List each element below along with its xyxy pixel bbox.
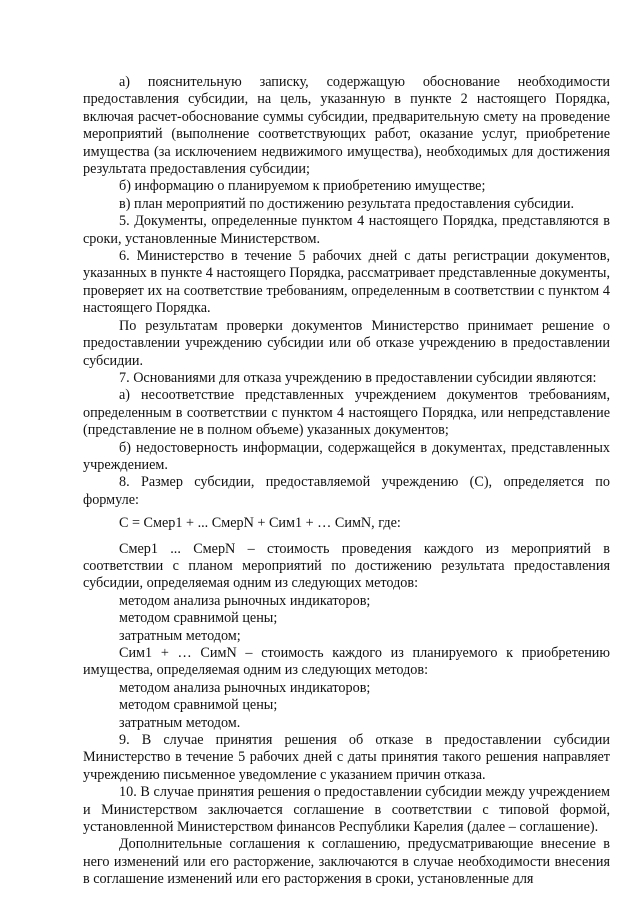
paragraph-7b: б) недостоверность информации, содержащейся в документах, представленных учреждением. xyxy=(83,439,610,473)
paragraph-b: б) информацию о планируемом к приобретению имуществе; xyxy=(119,178,486,195)
paragraph-6-results: По результатам проверки документов Министерство принимает решение о предоставлении учреждению субсидии или об отказе учреждению в предоставлении субсидии. xyxy=(83,317,610,369)
sim-definition: Сим1 + … СимN – стоимость каждого из планируемого к приобретению имущества, определяемая одним из следующих методов: xyxy=(83,645,610,679)
method-item: затратным методом; xyxy=(119,627,241,644)
document-page xyxy=(83,74,610,889)
method-item: затратным методом. xyxy=(119,714,241,731)
paragraph-9: 9. В случае принятия решения об отказе в предоставлении субсидии Министерство в течение 5 рабочих дней с даты принятия такого решения направляет учреждению письменное уведомление с указанием причин отказа. xyxy=(83,732,610,783)
paragraph-v: в) план мероприятий по достижению результата предоставления субсидии. xyxy=(119,195,575,212)
paragraph-5: 5. Документы, определенные пунктом 4 настоящего Порядка, представляются в сроки, установленные Министерством. xyxy=(83,213,610,247)
paragraph-10: 10. В случае принятия решения о предоставлении субсидии между учреждением и Министерством заключается соглашение в соответствии с типовой формой, установленной Министерством финансов Республики Карелия (далее – соглашение). xyxy=(83,784,610,836)
paragraph-6: 6. Министерство в течение 5 рабочих дней с даты регистрации документов, указанных в пункте 4 настоящего Порядка, рассматривает представленные документы, проверяет их на соответствие требованиям, определенным в соответствии с пунктом 4 настоящего Порядка. xyxy=(83,248,610,317)
paragraph-10-additional: Дополнительные соглашения к соглашению, предусматривающие внесение в него изменений или его расторжение, заключаются в случае необходимости внесения в соглашение изменений или его расторжения в сроки, установленные для xyxy=(83,836,610,888)
paragraph-7a: а) несоответствие представленных учреждением документов требованиям, определенным в соответствии с пунктом 4 настоящего Порядка, или непредставление (представление не в полном объеме) указанных документов; xyxy=(83,387,610,439)
paragraph-7: 7. Основаниями для отказа учреждению в предоставлении субсидии являются: xyxy=(119,369,597,386)
method-item: методом анализа рыночных индикаторов; xyxy=(119,679,371,696)
method-item: методом анализа рыночных индикаторов; xyxy=(119,592,371,609)
method-item: методом сравнимой цены; xyxy=(119,697,278,714)
method-item: методом сравнимой цены; xyxy=(119,610,278,627)
formula: С = Смер1 + ... СмерN + Сим1 + … СимN, где: xyxy=(119,515,401,532)
smer-definition: Смер1 ... СмерN – стоимость проведения каждого из мероприятий в соответствии с планом мероприятий по достижению результата предоставления субсидии, определяемая одним из следующих методов: xyxy=(83,540,610,592)
paragraph-8: 8. Размер субсидии, предоставляемой учреждению (С), определяется по формуле: xyxy=(83,474,610,508)
paragraph-a: а) пояснительную записку, содержащую обоснование необходимости предоставления субсидии, на цель, указанную в пункте 2 настоящего Порядка, включая расчет-обоснование суммы субсидии, предварительную смету на проведение мероприятий (выполнение соответствующих работ, оказание услуг, приобретение имущества (за исключением недвижимого имущества), необходимых для достижения результата предоставления субсидии; xyxy=(83,74,610,178)
